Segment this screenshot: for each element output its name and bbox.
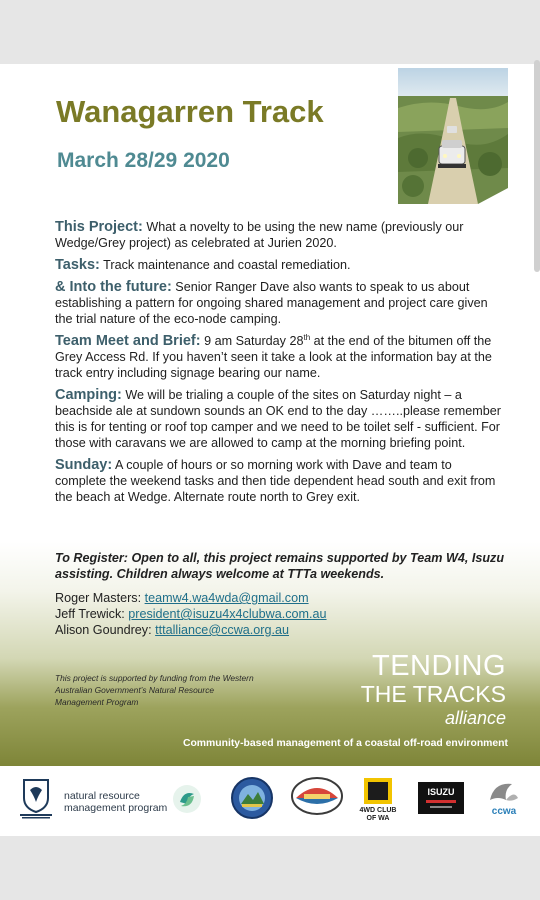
section-text: Track maintenance and coastal remediation. xyxy=(99,258,351,272)
svg-text:ISUZU: ISUZU xyxy=(427,787,455,797)
svg-text:OF WA: OF WA xyxy=(366,815,390,822)
contact-item xyxy=(55,622,327,638)
section-text: A couple of hours or so morning work with Dave and team to complete the weekend tasks and then tide dependent head south and exit from the beach at Wedge. Alternate route north to Grey exit. xyxy=(55,458,496,504)
section-meet xyxy=(55,333,505,381)
register-note: To Register: Open to all, this project remains supported by Team W4, Isuzu assisting. Children always welcome at TTTa weekends. xyxy=(55,551,505,581)
4wd-club-logo xyxy=(358,776,398,827)
section-heading: Team Meet and Brief: xyxy=(55,333,201,349)
brand-tagline: Community-based management of a coastal off-road environment xyxy=(182,738,508,749)
nrm-swirl-icon xyxy=(172,784,202,819)
registration-band xyxy=(0,542,540,766)
svg-text:ccwa: ccwa xyxy=(491,806,517,817)
section-text: What a novelty to be using the new name (previously our Wedge/Grey project) as celebrated at Jurien 2020. xyxy=(55,220,464,250)
section-heading: Camping: xyxy=(55,387,122,403)
section-text: Senior Ranger Dave also wants to speak to us about establishing a pattern for ongoing shared management and project care given the trial nature of the eco-node camping. xyxy=(55,280,488,326)
contact-name: Jeff Trewick: xyxy=(55,607,129,621)
ccwa-logo xyxy=(484,776,524,827)
section-heading: This Project: xyxy=(55,219,143,235)
page-title: Wanagarren Track xyxy=(56,94,324,129)
track-photo xyxy=(398,68,508,204)
contact-email-link[interactable]: president@isuzu4x4clubwa.com.au xyxy=(128,607,327,621)
ordinal-suffix: th xyxy=(303,332,311,342)
brand-line-1: TENDING xyxy=(372,650,506,682)
track-care-badge-icon xyxy=(290,776,344,821)
section-heading: Sunday: xyxy=(55,457,113,473)
section-sunday xyxy=(55,457,505,505)
brand-line-2: THE TRACKS xyxy=(360,681,506,707)
contact-email-link[interactable]: teamw4.wa4wda@gmail.com xyxy=(144,591,309,605)
contact-item xyxy=(55,606,327,622)
svg-text:4WD CLUB: 4WD CLUB xyxy=(359,807,397,814)
wa-government-logo xyxy=(16,776,56,825)
section-tasks xyxy=(55,257,505,273)
section-project xyxy=(55,219,505,251)
brand-line-3: alliance xyxy=(444,708,506,728)
event-date: March 28/29 2020 xyxy=(57,149,230,172)
section-camping xyxy=(55,387,505,451)
contact-item xyxy=(55,590,327,606)
scrollbar[interactable] xyxy=(534,60,540,272)
nrm-program-name: natural resource management program xyxy=(64,790,168,814)
club-badge-icon xyxy=(230,776,274,825)
section-text: We will be trialing a couple of the sites on Saturday night – a beachside ale at sundown sounds an OK end to the day ……..please remember this is for tenting or roof top camper and we need to be toilet self - sufficient. For those with caravans we are allowed to camp at the morning briefing point. xyxy=(55,388,501,450)
funding-note: This project is supported by funding from the Western Australian Government’s Natural Resource Management Program xyxy=(55,673,254,707)
section-future xyxy=(55,279,505,327)
contact-list xyxy=(55,590,327,638)
sponsor-logos xyxy=(0,766,540,836)
ttt-brand xyxy=(361,652,506,729)
contact-email-link[interactable]: tttalliance@ccwa.org.au xyxy=(155,623,289,637)
section-text-cont: at the end of the bitumen off the Grey Access Rd. If you haven’t seen it take a look at the information bay at the track entry including signage bearing our name. xyxy=(55,334,492,380)
project-details xyxy=(55,219,505,511)
section-heading: Tasks: xyxy=(55,257,100,273)
contact-name: Alison Goundrey: xyxy=(55,623,156,637)
contact-name: Roger Masters: xyxy=(55,591,145,605)
section-heading: & Into the future: xyxy=(55,279,172,295)
isuzu-club-logo xyxy=(418,782,464,819)
flyer-page xyxy=(0,64,540,766)
section-text: 9 am Saturday 28 xyxy=(200,334,304,348)
